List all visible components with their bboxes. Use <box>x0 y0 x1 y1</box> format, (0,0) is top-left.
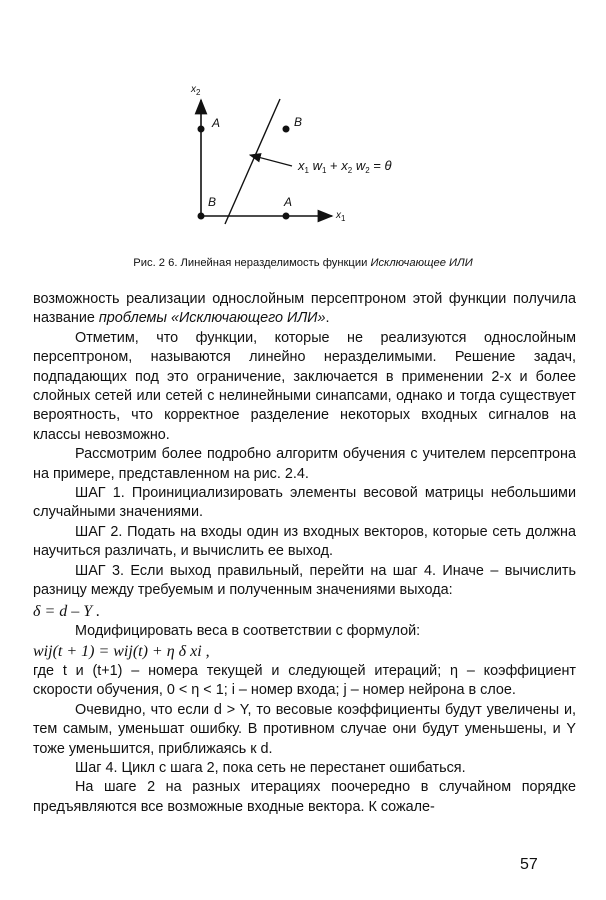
paragraph-definitions: где t и (t+1) – номера текущей и следующей итераций; η – коэффициент скорости обучения, 0 < η < 1; i – номер входа; j – номер нейрона в слое. <box>33 662 576 699</box>
paragraph-1: возможность реализации однослойным персептроном этой функции получила название проблемы «Исключающего ИЛИ». <box>33 291 576 327</box>
step-1: ШАГ 1. Проинициализировать элементы весовой матрицы небольшими случайными значениями. <box>33 485 576 521</box>
point-top-left <box>198 126 205 133</box>
paragraph-3: Рассмотрим более подробно алгоритм обучения с учителем персептрона на примере, представленном на рис. 2.4. <box>33 446 576 482</box>
point-label-bottom-right: A <box>284 195 293 209</box>
step-2: ШАГ 2. Подать на входы один из входных векторов, которые сеть должна научиться различать, и вычислить ее выход. <box>33 523 576 560</box>
paragraph-last: На шаге 2 на разных итерациях поочередно в случайном порядке предъявляются все возможные входные вектора. К сожале- <box>33 779 576 815</box>
x-axis-label: $x_1$ <box>336 210 346 223</box>
point-label-top-left: A <box>212 116 221 130</box>
point-bottom-left <box>198 213 205 220</box>
separating-line <box>225 99 280 224</box>
step-3: ШАГ 3. Если выход правильный, перейти на шаг 4. Иначе – вычислить разницу между требуемым и полученным значениями выхода: <box>33 562 576 599</box>
point-top-right <box>283 126 290 133</box>
figure-caption: Рис. 2 6. Линейная неразделимость функции Исключающее ИЛИ <box>133 257 473 269</box>
paragraph-modify: Модифицировать веса в соответствии с формулой: <box>75 622 421 639</box>
point-label-top-right: B <box>294 115 303 129</box>
paragraph-2: Отметим, что функции, которые не реализуются однослойным персептроном, называются линейно неразделимыми. Решение задач, подпадающих под это ограничение, заключается в применении 2-х и более слойных сетей или сетей с нелинейными синапсами, однако и тогда существует вероятность, что корректное разделение некоторых входных сигналов на классы невозможно. <box>33 329 576 443</box>
paragraph-obviously: Очевидно, что если d > Y, то весовые коэффициенты будут увеличены и, тем самым, уменьшат ошибку. В противном случае они будут уменьшены, и Y тоже уменьшится, приближаясь к d. <box>33 701 576 757</box>
point-label-bottom-left: B <box>208 195 217 209</box>
formula-weights: wij(t + 1) = wij(t) + η δ xi , <box>33 642 210 660</box>
xor-figure <box>150 78 450 248</box>
formula-delta: δ = d – Y . <box>33 602 101 620</box>
line-equation: $x_1$ $w_1 + x_2$ $w_2 = \theta$ <box>298 158 392 175</box>
point-bottom-right <box>283 213 290 220</box>
line-pointer-arrow <box>250 155 292 166</box>
step-4: Шаг 4. Цикл с шага 2, пока сеть не перестанет ошибаться. <box>75 759 466 776</box>
body-text <box>33 290 576 817</box>
page-number: 57 <box>520 856 538 873</box>
y-axis-label: $x_2$ <box>191 84 201 97</box>
